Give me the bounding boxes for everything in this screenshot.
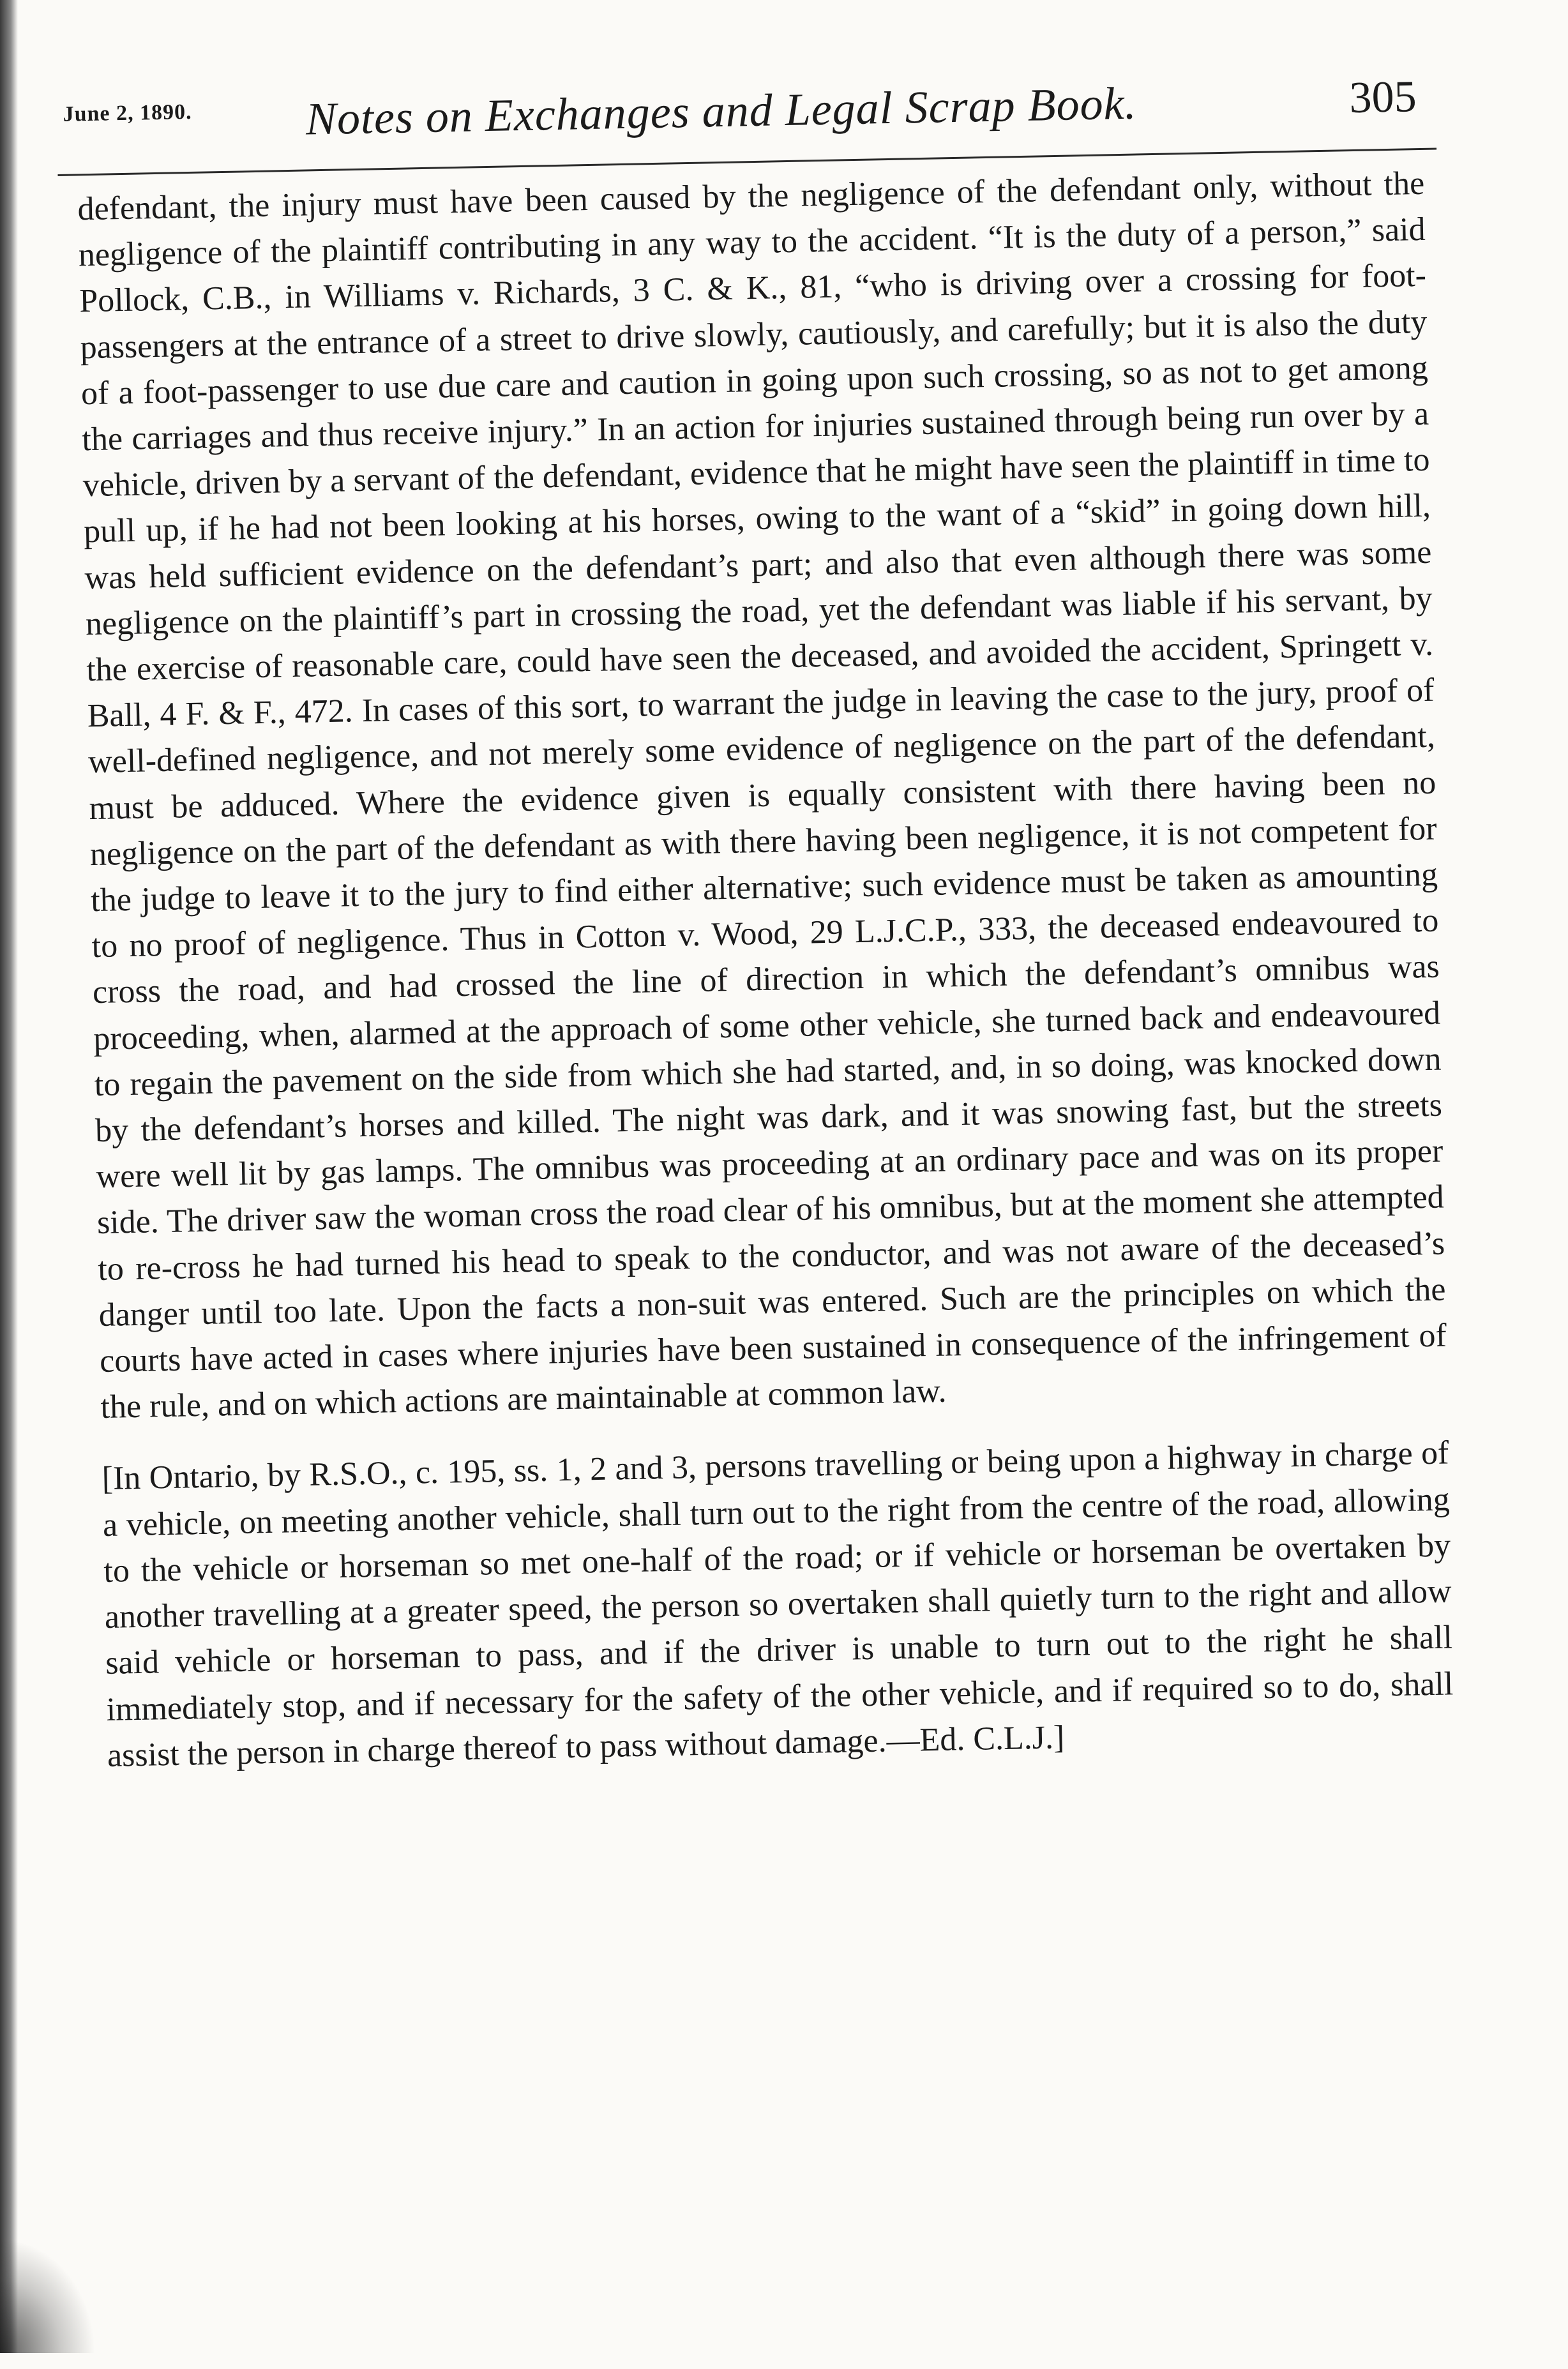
page-number: 305 xyxy=(1348,72,1417,123)
body-text xyxy=(77,161,1455,1779)
paragraph-editor-note: [In Ontario, by R.S.O., c. 195, ss. 1, 2 and 3, persons travelling or being upon a highway in charge of a vehicle, on meeting another vehicle, shall turn out to the right from the centre of the road, allowing to the vehicle or horseman so met one-half of the road; or if vehicle or horseman be overtaken by another travelling at a greater speed, the person so overtaken shall quietly turn to the right and allow said vehicle or horseman to pass, and if the driver is unable to turn out to the right he shall immediately stop, and if necessary for the safety of the other vehicle, and if required so to do, shall assist the person in charge thereof to pass without damage.—Ed. C.L.J.] xyxy=(102,1434,1454,1774)
issue-date: June 2, 1890. xyxy=(63,100,192,126)
paragraph-main: defendant, the injury must have been caused by the negligence of the defendant only, without the negligence of the plaintiff contributing in any way to the accident. “It is the duty of a person,” said Pollock, C.B., in Williams v. Richards, 3 C. & K., 81, “who is driving over a crossing for foot-passengers at the entrance of a street to drive slowly, cautiously, and carefully; but it is also the duty of a foot-passenger to use due care and caution in going upon such crossing, so as not to get among the carriages and thus receive injury.” In an action for injuries sustained through being run over by a vehicle, driven by a servant of the defendant, evidence that he might have seen the plaintiff in time to pull up, if he had not been looking at his horses, owing to the want of a “skid” in going down hill, was held sufficient evidence on the defendant’s part; and also that even although there was some negligence on the plaintiff’s part in crossing the road, yet the defendant was liable if his servant, by the exercise of reasonable care, could have seen the deceased, and avoided the accident, Springett v. Ball, 4 F. & F., 472. In cases of this sort, to warrant the judge in leaving the case to the jury, proof of well-defined negligence, and not merely some evidence of negligence on the part of the defendant, must be adduced. Where the evidence given is equally consistent with there having been no negligence on the part of the defendant as with there having been negligence, it is not competent for the judge to leave it to the jury to find either alternative; such evidence must be taken as amounting to no proof of negligence. Thus in Cotton v. Wood, 29 L.J.C.P., 333, the deceased endeavoured to cross the road, and had crossed the line of direction in which the defendant’s omnibus was proceeding, when, alarmed at the approach of some other vehicle, she turned back and endeavoured to regain the pavement on the side from which she had started, and, in so doing, was knocked down by the defendant’s horses and killed. The night was dark, and it was snowing fast, but the streets were well lit by gas lamps. The omnibus was proceeding at an ordinary pace and was on its proper side. The driver saw the woman cross the road clear of his omnibus, but at the moment she attempted to re-cross he had turned his head to speak to the conductor, and was not aware of the deceased’s danger until too late. Upon the facts a non-suit was entered. Such are the principles on which the courts have acted in cases where injuries have been sustained in consequence of the infringement of the rule, and on which actions are maintainable at common law. xyxy=(77,165,1447,1426)
scan-corner-smudge xyxy=(0,2238,96,2353)
running-title: Notes on Exchanges and Legal Scrap Book. xyxy=(305,77,1138,145)
